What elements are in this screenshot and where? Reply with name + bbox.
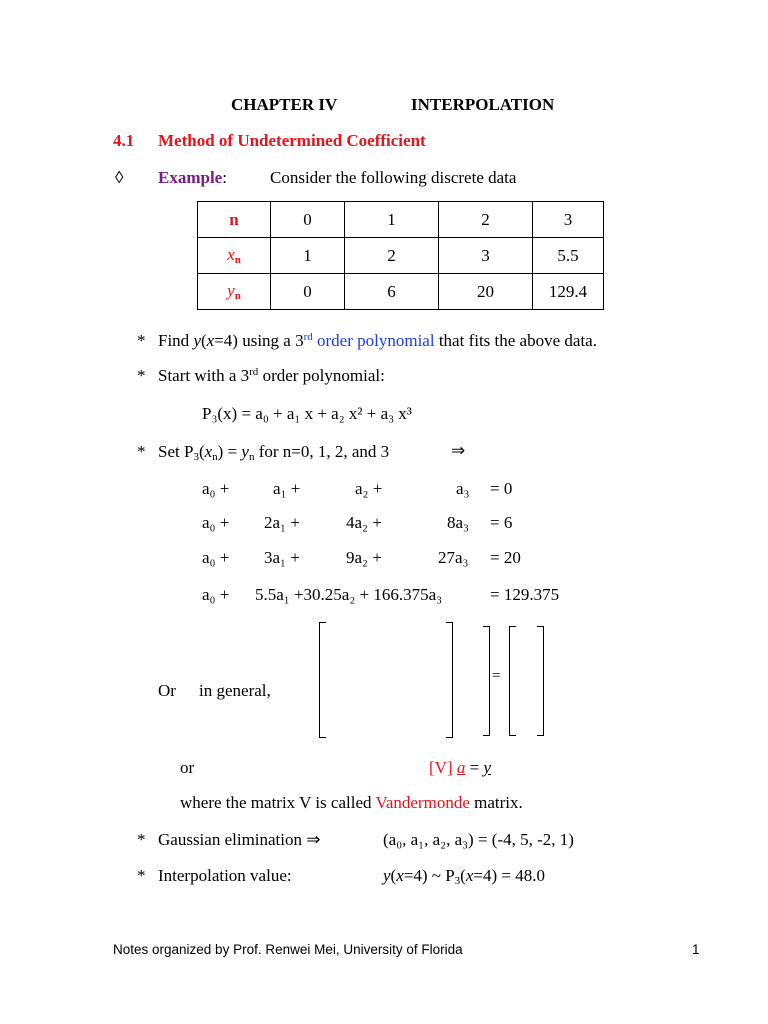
star-bullet: * [137, 866, 146, 885]
eq-term: 4a₂ + [346, 513, 382, 532]
eq-rhs: = 0 [490, 479, 513, 498]
eq-rhs: = 20 [490, 548, 521, 567]
star-bullet: * [137, 830, 146, 849]
eq-term: a₀ + [202, 585, 230, 604]
table-cell: 0 [271, 274, 345, 310]
interp-y: y [383, 866, 391, 885]
row-label-n: n [198, 202, 271, 238]
gauss-label: Gaussian elimination ⇒ [158, 830, 321, 849]
eq-term: 9a₂ + [346, 548, 382, 567]
table-cell: 6 [345, 274, 439, 310]
table-cell: 2 [345, 238, 439, 274]
gauss-result: (a₀, a₁, a₂, a₃) = (-4, 5, -2, 1) [383, 830, 574, 849]
vandermonde-line [180, 793, 523, 813]
eq-term: a₀ + [202, 513, 230, 532]
table-row [198, 202, 604, 238]
star-bullet: * [137, 442, 146, 461]
find-x: x [206, 331, 215, 350]
table-cell: 1 [345, 202, 439, 238]
example-colon: : [222, 168, 227, 187]
set-y: y [241, 442, 249, 461]
set-yn: n [248, 451, 255, 463]
set-eq: ) = [217, 442, 242, 461]
eq-rhs: = 6 [490, 513, 513, 532]
find-paren: ( [200, 331, 207, 350]
example-text: Consider the following discrete data [270, 168, 517, 187]
eq-term: a₀ + [202, 479, 230, 498]
find-pre: Find [158, 331, 194, 350]
set-x: x [204, 442, 213, 461]
vandermonde-term: Vandermonde [375, 793, 470, 812]
set-n: n [212, 451, 218, 463]
eq-term: 8a₃ [447, 513, 469, 532]
matrix-equation [429, 758, 491, 778]
start-post: order polynomial: [258, 366, 385, 385]
chapter-title: INTERPOLATION [411, 95, 555, 114]
footer-note: Notes organized by Prof. Renwei Mei, University of Florida [113, 942, 463, 957]
interp-x: x [465, 866, 474, 885]
interp-result: y(x=4) ~ $P_3(x=4) = 48.0$ [383, 866, 545, 887]
find-post1: =4) using a 3 [214, 331, 304, 350]
section-title: Method of Undetermined Coefficient [158, 131, 426, 150]
v-matrix: [V] [429, 758, 453, 777]
vector-a-left-bracket [452, 626, 456, 734]
table-row [198, 274, 604, 310]
vector-a: a [456, 758, 466, 777]
eq-term: 2a₁ + [264, 513, 300, 532]
table-cell: 1 [271, 238, 345, 274]
star-bullet: * [137, 366, 146, 385]
eq-term: a₀ + [202, 548, 230, 567]
row-label-yn [198, 274, 271, 310]
interp-sub: 3 [454, 875, 461, 887]
table-cell: 2 [439, 202, 533, 238]
table-cell: 129.4 [533, 274, 604, 310]
or-label: Or [158, 681, 176, 700]
set-post: for n=0, 1, 2, and 3 [254, 442, 390, 461]
implies-arrow-icon: ⇒ [451, 441, 466, 460]
find-post2: that fits the above data. [434, 331, 597, 350]
vector-y-left-bracket [509, 626, 516, 736]
eq-term: 5.5a₁ +30.25a₂ + 166.375a₃ [255, 585, 443, 604]
start-line [158, 366, 385, 386]
matrix-equals: = [492, 668, 501, 684]
table-row [198, 238, 604, 274]
row-label-x: x [227, 245, 235, 264]
eq-rhs: = 129.375 [490, 585, 560, 604]
find-line [158, 331, 597, 351]
eq-term: a₁ + [273, 479, 301, 498]
row-label-xn [198, 238, 271, 274]
vector-a-right-bracket [483, 626, 490, 736]
or-label-2: or [180, 758, 195, 777]
eq-term: 27a₃ [438, 548, 469, 567]
eq-term: a₂ + [355, 479, 383, 498]
table-cell: 20 [439, 274, 533, 310]
table-cell: 3 [533, 202, 604, 238]
example-label: Example [158, 168, 223, 187]
data-table [197, 201, 604, 310]
polynomial-equation: P₃(x) = a₀ + a₁ x + a₂ x² + a₃ x³ [202, 404, 412, 423]
start-pre: Start with a 3 [158, 366, 250, 385]
page-number: 1 [692, 942, 700, 957]
vandermonde-post: matrix. [469, 793, 523, 812]
interp-label: Interpolation value: [158, 866, 292, 885]
table-cell: 0 [271, 202, 345, 238]
star-bullet: * [137, 331, 146, 350]
eq-term: 3a₁ + [264, 548, 300, 567]
find-y: y [193, 331, 201, 350]
vector-y-right-bracket [537, 626, 544, 736]
find-sup: rd [303, 331, 313, 343]
vandermonde-pre: where the matrix V is called [180, 793, 376, 812]
matrix-left-bracket [319, 622, 326, 738]
set-line: Set $P_3(x_n) = y_n$ for n=0, 1, 2, and 3 [158, 442, 390, 463]
chapter-label: CHAPTER IV [231, 95, 338, 114]
row-label-subscript: n [234, 290, 241, 302]
set-sub: 3 [193, 451, 199, 463]
interp-post: =4) = 48.0 [473, 866, 545, 885]
row-label-y: y [227, 281, 235, 300]
set-text: Set P [158, 442, 194, 461]
in-general-label: in general, [199, 681, 271, 700]
v-eq: = [465, 758, 484, 777]
row-label-subscript: n [234, 254, 241, 266]
order-polynomial-term: order polynomial [312, 331, 435, 350]
eq-term: a₃ [456, 479, 470, 498]
example-heading [158, 168, 227, 188]
table-cell: 5.5 [533, 238, 604, 274]
section-number: 4.1 [113, 131, 135, 150]
diamond-bullet-icon: ◊ [115, 168, 124, 187]
start-sup: rd [249, 366, 259, 378]
vector-y: y [483, 758, 491, 777]
table-cell: 3 [439, 238, 533, 274]
